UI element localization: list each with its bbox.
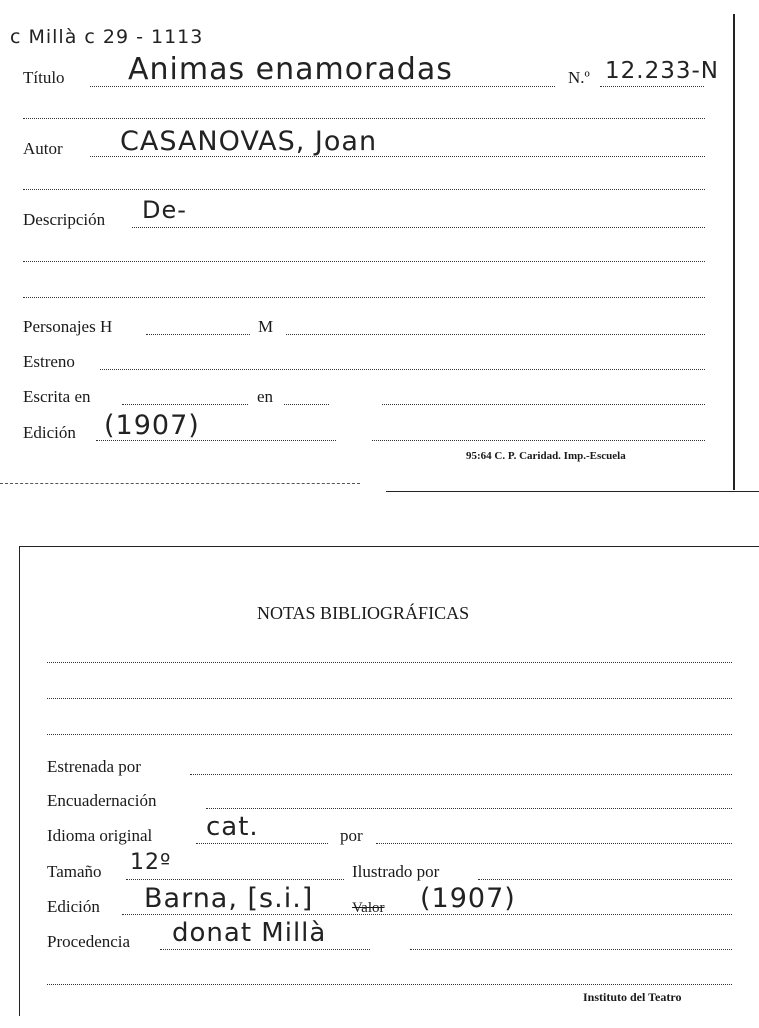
numero-value: 12.233-N	[605, 58, 719, 84]
titulo-line-2	[23, 118, 705, 119]
notas-line-2	[47, 698, 732, 699]
idioma-line	[196, 843, 328, 844]
procedencia-line-a	[160, 949, 370, 950]
m-label: M	[258, 317, 274, 336]
en-label: en	[257, 387, 274, 406]
tamano-label: Tamaño	[47, 862, 102, 881]
autor-line-2	[23, 189, 705, 190]
estrenada-label: Estrenada por	[47, 757, 141, 776]
personajes-label: Personajes H	[23, 317, 113, 336]
numero-label: N.º	[568, 68, 590, 87]
autor-value: CASANOVAS, Joan	[120, 126, 378, 157]
edicion-value: (1907)	[104, 410, 200, 441]
procedencia-line-b	[410, 949, 732, 950]
card-right-edge	[733, 14, 735, 490]
procedencia-value: donat Millà	[172, 918, 327, 948]
encuadernacion-label: Encuadernación	[47, 791, 157, 810]
procedencia-line-2	[47, 984, 732, 985]
edicion-label: Edición	[23, 423, 76, 442]
notas-line-1	[47, 662, 732, 663]
archive-note: c Millà c 29 - 1113	[10, 26, 204, 48]
ilustrado-label: Ilustrado por	[352, 862, 440, 881]
idioma-value: cat.	[206, 812, 259, 842]
edicion2-line	[122, 914, 732, 915]
personajes-m-line	[286, 334, 705, 335]
printer-footer: 95:64 C. P. Caridad. Imp.-Escuela	[466, 450, 626, 462]
titulo-value: Animas enamoradas	[128, 52, 453, 87]
institute-footer: Instituto del Teatro	[583, 990, 682, 1004]
card-top-edge	[20, 546, 759, 547]
card-left-edge	[19, 546, 20, 1016]
descripcion-label: Descripción	[23, 210, 106, 229]
escrita-line	[122, 404, 248, 405]
autor-label: Autor	[23, 139, 63, 158]
edicion-line-b	[372, 440, 705, 441]
notas-line-3	[47, 734, 732, 735]
card-bottom-edge	[386, 491, 759, 492]
descripcion-line-3	[23, 297, 705, 298]
idioma-label: Idioma original	[47, 826, 153, 845]
edicion2-value: Barna, [s.i.]	[144, 883, 314, 914]
titulo-label: Título	[23, 68, 65, 87]
ilustrado-line	[478, 879, 732, 880]
estreno-line	[100, 369, 705, 370]
estrenada-line	[190, 774, 732, 775]
por-label: por	[340, 826, 363, 845]
escrita-label: Escrita en	[23, 387, 91, 406]
por-line	[376, 843, 732, 844]
valor-value: (1907)	[420, 883, 516, 914]
edicion2-label: Edición	[47, 897, 100, 916]
descripcion-line-2	[23, 261, 705, 262]
en-line-a	[284, 404, 329, 405]
procedencia-label: Procedencia	[47, 932, 131, 951]
personajes-h-line	[146, 334, 250, 335]
valor-label: Valor	[352, 900, 385, 916]
notas-heading: NOTAS BIBLIOGRÁFICAS	[257, 603, 470, 623]
en-line-b	[382, 404, 705, 405]
cut-line	[0, 483, 360, 484]
estreno-label: Estreno	[23, 352, 75, 371]
tamano-value: 12º	[130, 850, 172, 875]
tamano-line	[126, 879, 344, 880]
descripcion-value: De-	[142, 196, 187, 224]
numero-line	[600, 86, 704, 87]
encuadernacion-line	[206, 808, 732, 809]
descripcion-line	[132, 227, 705, 228]
